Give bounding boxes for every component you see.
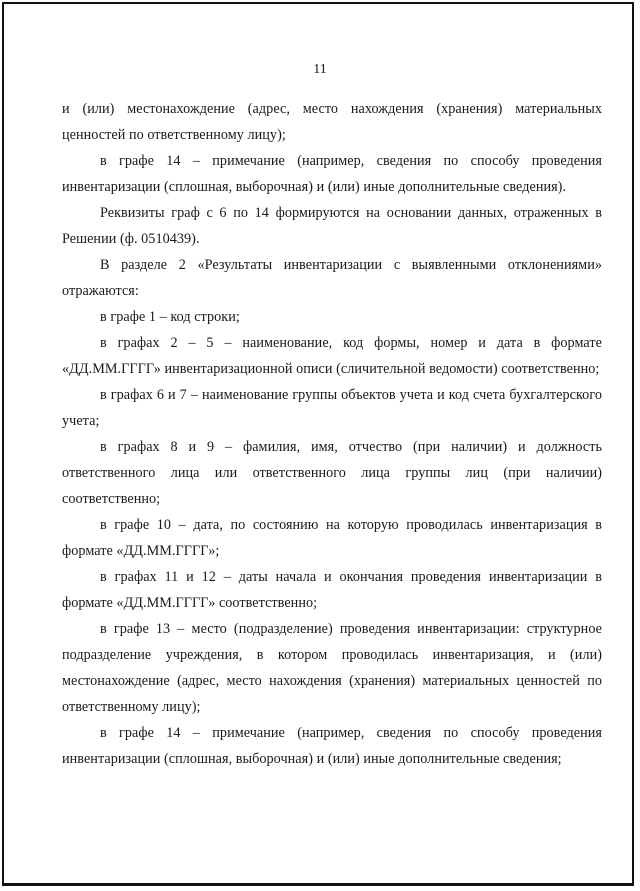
- paragraph-4: В разделе 2 «Результаты инвентаризации с выявленными отклонениями» отражаются:: [62, 257, 602, 299]
- paragraph-9: в графе 10 – дата, по состоянию на которую проводилась инвентаризация в формате «ДД.ММ.ГГГГ»;: [62, 517, 602, 559]
- paragraph-11: в графе 13 – место (подразделение) проведения инвентаризации: структурное подразделение учреждения, в котором проводилась инвентаризация, и (или) местонахождение (адрес, место нахождения (хранения) материальных ценностей по ответственному лицу);: [62, 621, 602, 715]
- paragraph-7: в графах 6 и 7 – наименование группы объектов учета и код счета бухгалтерского учета;: [62, 387, 602, 429]
- paragraph-10: в графах 11 и 12 – даты начала и окончания проведения инвентаризации в формате «ДД.ММ.ГГГГ» соответственно;: [62, 569, 602, 611]
- paragraph-2: в графе 14 – примечание (например, сведения по способу проведения инвентаризации (сплошная, выборочная) и (или) иные дополнительные сведения).: [62, 153, 602, 195]
- paragraph-6: в графах 2 – 5 – наименование, код формы, номер и дата в формате «ДД.ММ.ГГГГ» инвентаризационной описи (сличительной ведомости) соответственно;: [62, 335, 602, 377]
- paragraph-1: и (или) местонахождение (адрес, место нахождения (хранения) материальных ценностей по ответственному лицу);: [62, 101, 602, 143]
- paragraph-12: в графе 14 – примечание (например, сведения по способу проведения инвентаризации (сплошная, выборочная) и (или) иные дополнительные сведения;: [62, 725, 602, 767]
- paragraph-3: Реквизиты граф с 6 по 14 формируются на основании данных, отраженных в Решении (ф. 0510439).: [62, 205, 602, 247]
- page-number: 11: [313, 62, 327, 77]
- paragraph-8: в графах 8 и 9 – фамилия, имя, отчество (при наличии) и должность ответственного лица или ответственного лица группы лиц (при наличии) соответственно;: [62, 439, 602, 507]
- document-body: [62, 96, 602, 772]
- paragraph-5: в графе 1 – код строки;: [100, 309, 240, 325]
